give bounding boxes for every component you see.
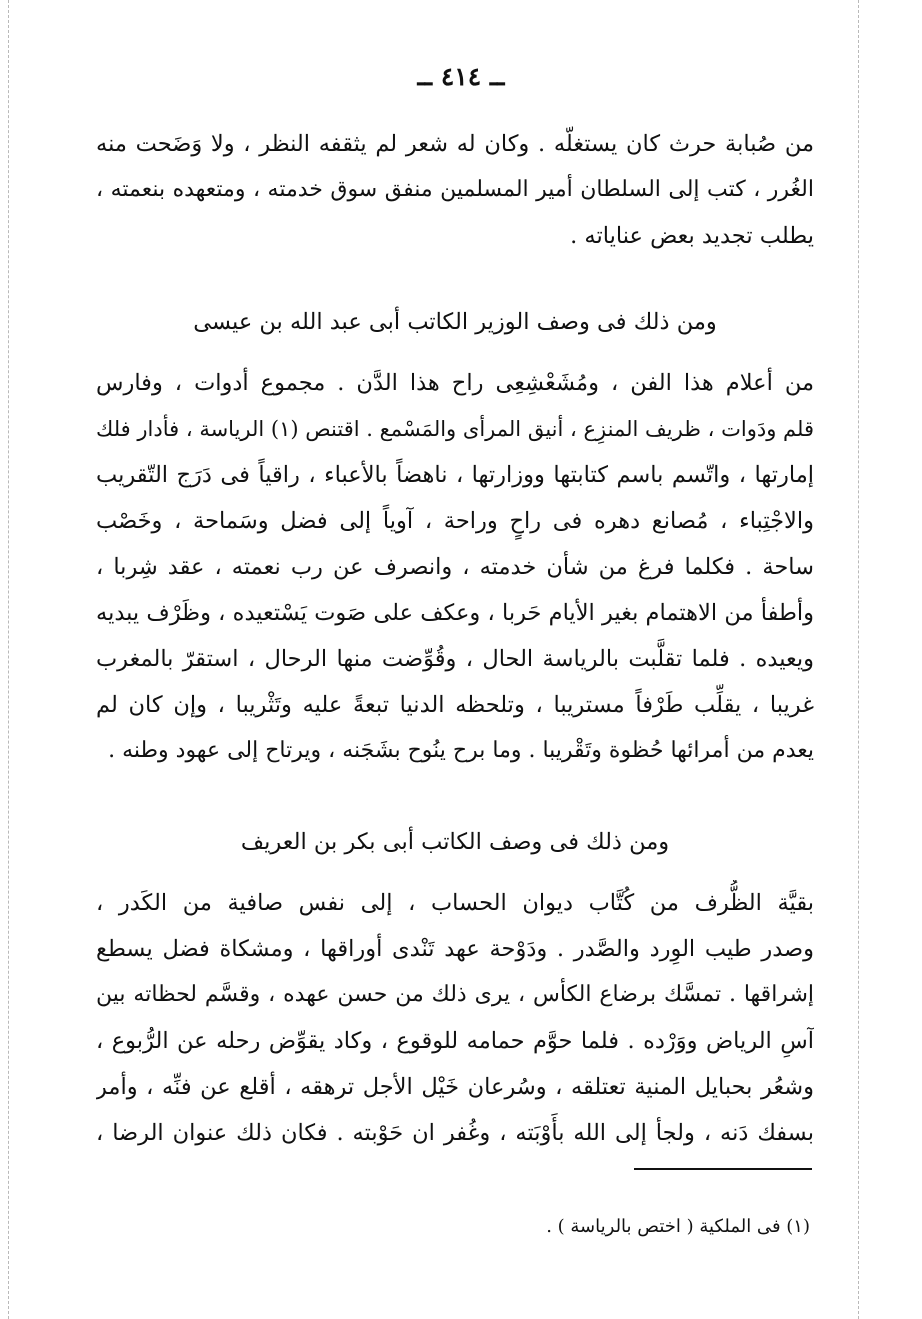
- paragraph-3: [96, 880, 814, 1156]
- text-line: بسفك دَنه ، ولجأ إلى الله بأَوْبَته ، وغُفر ان حَوْبته . فكان ذلك عنوان الرضا ،: [96, 1120, 814, 1146]
- text-line: قلم ودَوات ، ظريف المنزِع ، أنيق المرأى والمَسْمع . اقتنص (١) الرياسة ، فأدار فلك: [96, 417, 814, 441]
- footnote: (١) فى الملكية ( اختص بالرياسة ) .: [546, 1216, 810, 1237]
- paragraph-1: [96, 121, 814, 259]
- page-number: ــ ٤١٤ ــ: [417, 62, 505, 91]
- text-line: من صُبابة حرث كان يستغلّه . وكان له شعر لم يثقفه النظر ، ولا وَضَحت منه: [96, 131, 814, 157]
- text-line: إمارتها ، واتّسم باسم كتابتها ووزارتها ، ناهضاً بالأعباء ، راقياً فى دَرَج التّقريب: [96, 462, 814, 488]
- text-line: غريبا ، يقلِّب طَرْفاً مستريبا ، وتلحظه الدنيا تبعةً عليه وتَثْريبا ، وإن كان لم: [96, 692, 814, 718]
- paragraph-2: [96, 360, 814, 774]
- text-line: بقيَّة الظُّرف من كُتَّاب ديوان الحساب ، إلى نفس صافية من الكَدر ،: [96, 890, 814, 916]
- text-line: يعدم من أمرائها حُظوة وتَقْريبا . وما برح ينُوح بشَجَنه ، ويرتاح إلى عهود وطنه .: [108, 738, 814, 763]
- text-line: إشراقها . تمسَّك برضاع الكأس ، يرى ذلك من حسن عهده ، وقسَّم لحظاته بين: [96, 982, 814, 1007]
- footnote-rule: [634, 1168, 812, 1170]
- section-heading-2: ومن ذلك فى وصف الكاتب أبى بكر بن العريف: [240, 829, 670, 855]
- section-heading-1: ومن ذلك فى وصف الوزير الكاتب أبى عبد الله بن عيسى: [193, 309, 717, 335]
- text-line: الغُرر ، كتب إلى السلطان أمير المسلمين منفق سوق خدمته ، ومتعهده بنعمته ،: [96, 177, 814, 202]
- text-line: وشعُر بحبايل المنية تعتلقه ، وسُرعان خَيْل الأجل ترهقه ، أقلع عن فنِّه ، وأمر: [96, 1074, 814, 1100]
- text-line: ساحة . فكلما فرغ من شأن خدمته ، وانصرف عن رب نعمته ، عقد شِربا ،: [96, 554, 814, 580]
- scan-edge-left: [8, 0, 9, 1319]
- text-line: وأطفأ من الاهتمام بغير الأيام حَربا ، وعكف على صَوت يَسْتعيده ، وظَرْف يبديه: [96, 600, 814, 626]
- text-line: والاجْتِباء ، مُصانع دهره فى راحٍ وراحة ، آوياً إلى فضل وسَماحة ، وخَصْب: [96, 508, 814, 534]
- scan-edge-right: [858, 0, 859, 1319]
- text-line: يطلب تجديد بعض عناياته .: [570, 223, 814, 249]
- text-line: وصدر طيب الوِرد والصَّدر . ودَوْحة عهد تَنْدى أوراقها ، ومشكاة فضل يسطع: [96, 936, 814, 962]
- text-line: من أعلام هذا الفن ، ومُشَعْشِعِى راح هذا الدَّن . مجموع أدوات ، وفارس: [96, 370, 814, 396]
- text-line: آسِ الرياض ووَرْده . فلما حوَّم حمامه للوقوع ، وكاد يقوِّض رحله عن الرُّبوع ،: [96, 1028, 814, 1054]
- text-line: ويعيده . فلما تقلَّبت بالرياسة الحال ، وقُوِّضت منها الرحال ، استقرّ بالمغرب: [96, 646, 814, 672]
